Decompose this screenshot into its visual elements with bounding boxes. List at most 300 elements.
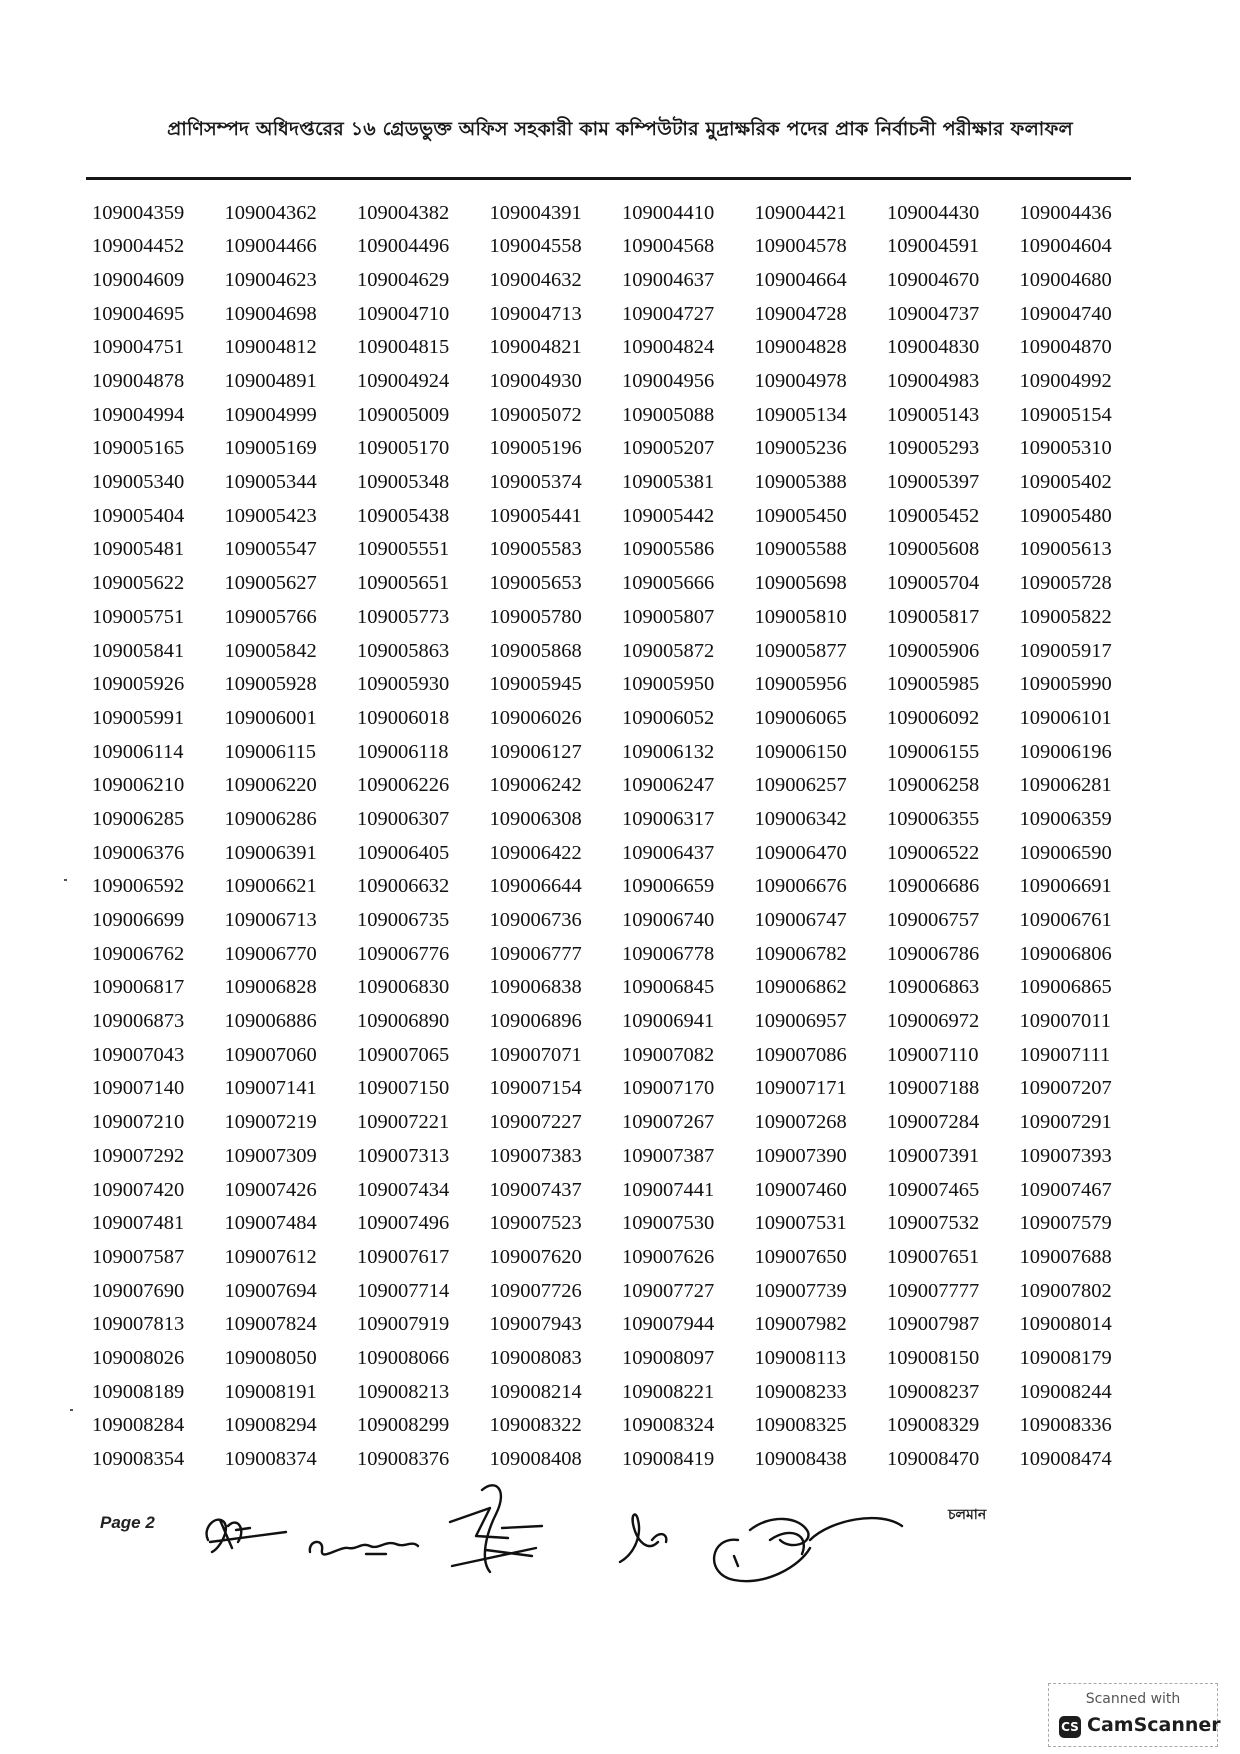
table-row: [92, 398, 1152, 432]
roll-number-cell: 109004391: [489, 201, 582, 224]
roll-number-cell: 109005154: [1019, 403, 1112, 426]
roll-number-cell: 109006659: [622, 875, 715, 898]
roll-number-cell: 109008470: [887, 1448, 980, 1471]
roll-number-cell: 109004710: [357, 302, 450, 325]
roll-number-cell: 109005863: [357, 639, 450, 662]
roll-number-cell: 109006308: [489, 807, 582, 830]
page-title: প্রাণিসম্পদ অধিদপ্তরের ১৬ গ্রেডভুক্ত অফিস সহকারী কাম কম্পিউটার মুদ্রাক্ষরিক পদের প্রাক নির্বাচনী পরীক্ষার ফলাফল: [167, 118, 1073, 140]
roll-number-cell: 109006114: [92, 740, 184, 763]
roll-number-cell: 109006522: [887, 841, 980, 864]
roll-number-cell: 109008150: [887, 1346, 980, 1369]
table-row: [92, 701, 1152, 735]
roll-number-cell: 109004994: [92, 403, 185, 426]
roll-number-cell: 109005310: [1019, 437, 1112, 460]
roll-number-cell: 109008083: [489, 1346, 582, 1369]
roll-number-cell: 109005348: [357, 471, 450, 494]
roll-number-cell: 109006896: [489, 1010, 582, 1033]
roll-number-cell: 109008408: [489, 1448, 582, 1471]
roll-number-cell: 109004496: [357, 235, 450, 258]
roll-number-cell: 109006757: [887, 909, 980, 932]
roll-number-cell: 109007694: [224, 1279, 317, 1302]
roll-number-cell: 109005917: [1019, 639, 1112, 662]
roll-number-cell: 109004727: [622, 302, 715, 325]
roll-number-cell: 109006132: [622, 740, 715, 763]
roll-number-cell: 109005751: [92, 605, 185, 628]
roll-number-cell: 109006830: [357, 976, 450, 999]
roll-number-cell: 109007530: [622, 1212, 715, 1235]
roll-number-cell: 109005930: [357, 673, 450, 696]
roll-number-cell: 109004695: [92, 302, 185, 325]
table-row: [92, 1139, 1152, 1173]
roll-number-cell: 109007170: [622, 1077, 715, 1100]
roll-number-cell: 109007824: [224, 1313, 317, 1336]
roll-number-cell: 109005143: [887, 403, 980, 426]
table-row: [92, 1240, 1152, 1274]
roll-number-cell: 109005872: [622, 639, 715, 662]
roll-number-cell: 109005766: [224, 605, 317, 628]
table-row: [92, 1375, 1152, 1409]
roll-number-cell: 109005822: [1019, 605, 1112, 628]
roll-number-cell: 109007171: [754, 1077, 847, 1100]
roll-number-cell: 109008050: [224, 1346, 317, 1369]
table-row: [92, 466, 1152, 500]
roll-number-cell: 109007141: [224, 1077, 317, 1100]
roll-number-cell: 109005293: [887, 437, 980, 460]
table-row: [92, 331, 1152, 365]
roll-number-cell: 109008097: [622, 1346, 715, 1369]
roll-number-cell: 109006740: [622, 909, 715, 932]
roll-number-cell: 109006470: [754, 841, 847, 864]
roll-number-cell: 109006886: [224, 1010, 317, 1033]
roll-number-cell: 109006286: [224, 807, 317, 830]
roll-number-cell: 109005442: [622, 504, 715, 527]
table-row: [92, 903, 1152, 937]
scan-speck: [64, 879, 67, 881]
roll-number-cell: 109006242: [489, 774, 582, 797]
roll-number-cell: 109007651: [887, 1245, 980, 1268]
table-row: [92, 499, 1152, 533]
roll-number-cell: 109007523: [489, 1212, 582, 1235]
roll-number-cell: 109004737: [887, 302, 980, 325]
roll-number-cell: 109005423: [224, 504, 317, 527]
roll-number-cell: 109007777: [887, 1279, 980, 1302]
roll-number-cell: 109006342: [754, 807, 847, 830]
roll-number-cell: 109006359: [1019, 807, 1112, 830]
roll-number-cell: 109007207: [1019, 1077, 1112, 1100]
roll-number-cell: 109004637: [622, 268, 715, 291]
roll-number-cell: 109007919: [357, 1313, 450, 1336]
roll-number-cell: 109006890: [357, 1010, 450, 1033]
roll-number-cell: 109005950: [622, 673, 715, 696]
roll-number-cell: 109007587: [92, 1245, 185, 1268]
roll-number-cell: 109008014: [1019, 1313, 1112, 1336]
roll-number-cell: 109004992: [1019, 370, 1112, 393]
roll-number-cell: 109006281: [1019, 774, 1112, 797]
roll-number-cell: 109007943: [489, 1313, 582, 1336]
roll-number-cell: 109007267: [622, 1111, 715, 1134]
roll-number-cell: 109007291: [1019, 1111, 1112, 1134]
roll-number-cell: 109006258: [887, 774, 980, 797]
watermark-scanned-with: Scanned with: [1085, 1691, 1181, 1707]
roll-number-cell: 109006018: [357, 706, 450, 729]
roll-number-cell: 109007690: [92, 1279, 185, 1302]
roll-number-cell: 109006196: [1019, 740, 1112, 763]
roll-number-cell: 109008438: [754, 1448, 847, 1471]
roll-number-cell: 109006026: [489, 706, 582, 729]
roll-number-cell: 109006713: [224, 909, 317, 932]
roll-number-cell: 109007065: [357, 1043, 450, 1066]
table-row: [92, 432, 1152, 466]
roll-number-cell: 109007484: [224, 1212, 317, 1235]
roll-number-cell: 109007426: [224, 1178, 317, 1201]
roll-number-cell: 109007626: [622, 1245, 715, 1268]
roll-number-cell: 109006001: [224, 706, 317, 729]
table-row: [92, 769, 1152, 803]
roll-number-cell: 109007383: [489, 1144, 582, 1167]
roll-number-cell: 109007060: [224, 1043, 317, 1066]
table-row: [92, 802, 1152, 836]
roll-number-cell: 109006592: [92, 875, 185, 898]
roll-number-cell: 109004664: [754, 268, 847, 291]
roll-number-cell: 109005773: [357, 605, 450, 628]
roll-number-cell: 109007467: [1019, 1178, 1112, 1201]
roll-number-cell: 109005651: [357, 572, 450, 595]
table-row: [92, 533, 1152, 567]
roll-number-cell: 109006770: [224, 942, 317, 965]
roll-number-cell: 109008189: [92, 1380, 185, 1403]
handwritten-signatures-icon: [190, 1470, 1020, 1595]
roll-number-cell: 109005622: [92, 572, 185, 595]
roll-number-cell: 109005991: [92, 706, 185, 729]
roll-number-cell: 109006621: [224, 875, 317, 898]
roll-number-cell: 109006405: [357, 841, 450, 864]
roll-number-cell: 109006065: [754, 706, 847, 729]
roll-number-cell: 109005169: [224, 437, 317, 460]
roll-number-cell: 109005404: [92, 504, 185, 527]
roll-number-cell: 109004430: [887, 201, 980, 224]
roll-number-cell: 109004410: [622, 201, 715, 224]
roll-number-cell: 109004870: [1019, 336, 1112, 359]
roll-number-cell: 109004558: [489, 235, 582, 258]
roll-number-cell: 109005441: [489, 504, 582, 527]
roll-number-cell: 109006285: [92, 807, 185, 830]
roll-number-cell: 109005780: [489, 605, 582, 628]
roll-number-cell: 109006052: [622, 706, 715, 729]
roll-number-cell: 109007292: [92, 1144, 185, 1167]
roll-number-cell: 109007420: [92, 1178, 185, 1201]
roll-number-cell: 109008419: [622, 1448, 715, 1471]
roll-number-cell: 109006422: [489, 841, 582, 864]
scan-speck: [70, 1409, 73, 1411]
roll-number-cell: 109004751: [92, 336, 185, 359]
roll-number-cell: 109006101: [1019, 706, 1112, 729]
roll-number-cell: 109006691: [1019, 875, 1112, 898]
table-row: [92, 1005, 1152, 1039]
roll-number-cell: 109006150: [754, 740, 847, 763]
roll-number-cell: 109007150: [357, 1077, 450, 1100]
roll-number-cell: 109007188: [887, 1077, 980, 1100]
roll-number-cell: 109006828: [224, 976, 317, 999]
roll-number-cell: 109005438: [357, 504, 450, 527]
roll-number-cell: 109006941: [622, 1010, 715, 1033]
table-row: [92, 263, 1152, 297]
roll-number-cell: 109007496: [357, 1212, 450, 1235]
roll-number-cell: 109007944: [622, 1313, 715, 1336]
roll-number-cell: 109004698: [224, 302, 317, 325]
roll-number-cell: 109006247: [622, 774, 715, 797]
roll-number-cell: 109006761: [1019, 909, 1112, 932]
roll-number-cell: 109008026: [92, 1346, 185, 1369]
roll-number-cell: 109007617: [357, 1245, 450, 1268]
roll-number-cell: 109007620: [489, 1245, 582, 1268]
roll-number-cell: 109005906: [887, 639, 980, 662]
roll-number-cell: 109006632: [357, 875, 450, 898]
roll-number-cell: 109006686: [887, 875, 980, 898]
roll-number-cell: 109005547: [224, 538, 317, 561]
roll-number-cell: 109008113: [754, 1346, 846, 1369]
roll-number-cell: 109007043: [92, 1043, 185, 1066]
roll-number-cell: 109005608: [887, 538, 980, 561]
roll-number-cell: 109007227: [489, 1111, 582, 1134]
roll-number-cell: 109007465: [887, 1178, 980, 1201]
roll-number-cell: 109006838: [489, 976, 582, 999]
table-row: [92, 1106, 1152, 1140]
roll-number-cell: 109006676: [754, 875, 847, 898]
roll-number-cell: 109004623: [224, 268, 317, 291]
roll-number-cell: 109007111: [1019, 1043, 1111, 1066]
roll-number-cell: 109004978: [754, 370, 847, 393]
roll-number-cell: 109007532: [887, 1212, 980, 1235]
roll-number-cell: 109005807: [622, 605, 715, 628]
roll-number-cell: 109007221: [357, 1111, 450, 1134]
roll-number-cell: 109004604: [1019, 235, 1112, 258]
roll-number-cell: 109006972: [887, 1010, 980, 1033]
roll-number-cell: 109004713: [489, 302, 582, 325]
roll-number-cell: 109007219: [224, 1111, 317, 1134]
roll-number-cell: 109005170: [357, 437, 450, 460]
roll-number-cell: 109006220: [224, 774, 317, 797]
roll-number-cell: 109005072: [489, 403, 582, 426]
roll-number-cell: 109007011: [1019, 1010, 1111, 1033]
roll-number-cell: 109007071: [489, 1043, 582, 1066]
roll-number-cell: 109004821: [489, 336, 582, 359]
roll-number-cell: 109007739: [754, 1279, 847, 1302]
roll-number-cell: 109004824: [622, 336, 715, 359]
roll-number-cell: 109005134: [754, 403, 847, 426]
roll-number-cell: 109008284: [92, 1414, 185, 1437]
header-divider: [86, 177, 1131, 180]
roll-number-cell: 109005196: [489, 437, 582, 460]
table-row: [92, 1072, 1152, 1106]
roll-number-cell: 109007982: [754, 1313, 847, 1336]
roll-number-cell: 109004670: [887, 268, 980, 291]
roll-number-cell: 109004578: [754, 235, 847, 258]
roll-number-cell: 109004828: [754, 336, 847, 359]
roll-number-cell: 109006115: [224, 740, 316, 763]
roll-number-cell: 109006865: [1019, 976, 1112, 999]
roll-number-cell: 109005877: [754, 639, 847, 662]
roll-number-cell: 109007390: [754, 1144, 847, 1167]
roll-number-cell: 109007531: [754, 1212, 847, 1235]
roll-number-cell: 109007437: [489, 1178, 582, 1201]
roll-number-cell: 109007140: [92, 1077, 185, 1100]
roll-number-cell: 109005374: [489, 471, 582, 494]
roll-number-cell: 109006777: [489, 942, 582, 965]
roll-number-cell: 109007726: [489, 1279, 582, 1302]
roll-number-cell: 109005450: [754, 504, 847, 527]
roll-number-cell: 109006735: [357, 909, 450, 932]
roll-number-cell: 109007688: [1019, 1245, 1112, 1268]
roll-number-cell: 109005613: [1019, 538, 1112, 561]
roll-number-cell: 109005728: [1019, 572, 1112, 595]
roll-number-cell: 109008244: [1019, 1380, 1112, 1403]
roll-number-cell: 109004632: [489, 268, 582, 291]
roll-number-cell: 109005381: [622, 471, 715, 494]
roll-number-cell: 109006699: [92, 909, 185, 932]
roll-number-cell: 109005583: [489, 538, 582, 561]
roll-number-cell: 109005480: [1019, 504, 1112, 527]
table-row: [92, 567, 1152, 601]
roll-number-cell: 109006817: [92, 976, 185, 999]
roll-number-cell: 109005344: [224, 471, 317, 494]
roll-number-cell: 109004999: [224, 403, 317, 426]
roll-number-cell: 109005945: [489, 673, 582, 696]
roll-number-cell: 109005817: [887, 605, 980, 628]
roll-number-cell: 109007727: [622, 1279, 715, 1302]
roll-number-cell: 109006210: [92, 774, 185, 797]
roll-number-cell: 109005397: [887, 471, 980, 494]
roll-number-cell: 109006845: [622, 976, 715, 999]
roll-number-cell: 109004930: [489, 370, 582, 393]
roll-number-cell: 109008354: [92, 1448, 185, 1471]
roll-number-cell: 109006155: [887, 740, 980, 763]
table-row: [92, 1308, 1152, 1342]
roll-number-table: [92, 196, 1152, 1476]
roll-number-cell: 109005402: [1019, 471, 1112, 494]
roll-number-cell: 109005666: [622, 572, 715, 595]
roll-number-cell: 109007086: [754, 1043, 847, 1066]
table-row: [92, 1409, 1152, 1443]
roll-number-cell: 109008237: [887, 1380, 980, 1403]
roll-number-cell: 109006317: [622, 807, 715, 830]
roll-number-cell: 109007309: [224, 1144, 317, 1167]
table-row: [92, 1038, 1152, 1072]
roll-number-cell: 109005588: [754, 538, 847, 561]
roll-number-cell: 109008325: [754, 1414, 847, 1437]
roll-number-cell: 109006118: [357, 740, 449, 763]
roll-number-cell: 109005810: [754, 605, 847, 628]
roll-number-cell: 109007460: [754, 1178, 847, 1201]
roll-number-cell: 109006786: [887, 942, 980, 965]
roll-number-cell: 109008213: [357, 1380, 450, 1403]
roll-number-cell: 109005985: [887, 673, 980, 696]
page-number: Page 2: [100, 1513, 155, 1532]
roll-number-cell: 109004812: [224, 336, 317, 359]
roll-number-cell: 109004740: [1019, 302, 1112, 325]
roll-number-cell: 109007579: [1019, 1212, 1112, 1235]
roll-number-cell: 109004878: [92, 370, 185, 393]
roll-number-cell: 109005009: [357, 403, 450, 426]
roll-number-cell: 109008322: [489, 1414, 582, 1437]
table-row: [92, 634, 1152, 668]
camscanner-watermark: [1048, 1683, 1221, 1747]
roll-number-cell: 109008179: [1019, 1346, 1112, 1369]
roll-number-cell: 109005207: [622, 437, 715, 460]
roll-number-cell: 109006762: [92, 942, 185, 965]
roll-number-cell: 109005653: [489, 572, 582, 595]
roll-number-cell: 109007210: [92, 1111, 185, 1134]
roll-number-cell: 109007387: [622, 1144, 715, 1167]
table-row: [92, 836, 1152, 870]
roll-number-cell: 109004591: [887, 235, 980, 258]
roll-number-cell: 109006644: [489, 875, 582, 898]
roll-number-cell: 109006778: [622, 942, 715, 965]
roll-number-cell: 109006862: [754, 976, 847, 999]
roll-number-cell: 109005956: [754, 673, 847, 696]
roll-number-cell: 109004609: [92, 268, 185, 291]
roll-number-cell: 109004983: [887, 370, 980, 393]
roll-number-cell: 109006127: [489, 740, 582, 763]
table-row: [92, 1173, 1152, 1207]
roll-number-cell: 109004891: [224, 370, 317, 393]
roll-number-cell: 109008214: [489, 1380, 582, 1403]
roll-number-cell: 109005586: [622, 538, 715, 561]
roll-number-cell: 109005627: [224, 572, 317, 595]
roll-number-cell: 109005551: [357, 538, 450, 561]
roll-number-cell: 109008233: [754, 1380, 847, 1403]
roll-number-cell: 109007802: [1019, 1279, 1112, 1302]
roll-number-cell: 109006957: [754, 1010, 847, 1033]
roll-number-cell: 109004956: [622, 370, 715, 393]
table-row: [92, 735, 1152, 769]
roll-number-cell: 109005340: [92, 471, 185, 494]
table-row: [92, 1207, 1152, 1241]
roll-number-cell: 109005165: [92, 437, 185, 460]
roll-number-cell: 109008294: [224, 1414, 317, 1437]
roll-number-cell: 109005088: [622, 403, 715, 426]
roll-number-cell: 109007393: [1019, 1144, 1112, 1167]
roll-number-cell: 109004830: [887, 336, 980, 359]
roll-number-cell: 109004466: [224, 235, 317, 258]
roll-number-cell: 109004421: [754, 201, 847, 224]
table-row: [92, 971, 1152, 1005]
roll-number-cell: 109004680: [1019, 268, 1112, 291]
table-row: [92, 937, 1152, 971]
roll-number-cell: 109004452: [92, 235, 185, 258]
table-row: [92, 196, 1152, 230]
table-row: [92, 1341, 1152, 1375]
roll-number-cell: 109007284: [887, 1111, 980, 1134]
table-row: [92, 870, 1152, 904]
roll-number-cell: 109007987: [887, 1313, 980, 1336]
roll-number-cell: 109005481: [92, 538, 185, 561]
roll-number-cell: 109008329: [887, 1414, 980, 1437]
roll-number-cell: 109007441: [622, 1178, 715, 1201]
roll-number-cell: 109006590: [1019, 841, 1112, 864]
table-row: [92, 364, 1152, 398]
roll-number-cell: 109008474: [1019, 1448, 1112, 1471]
roll-number-cell: 109005236: [754, 437, 847, 460]
roll-number-cell: 109007612: [224, 1245, 317, 1268]
roll-number-cell: 109007434: [357, 1178, 450, 1201]
roll-number-cell: 109008374: [224, 1448, 317, 1471]
roll-number-cell: 109006806: [1019, 942, 1112, 965]
roll-number-cell: 109006782: [754, 942, 847, 965]
roll-number-cell: 109007082: [622, 1043, 715, 1066]
roll-number-cell: 109005704: [887, 572, 980, 595]
roll-number-cell: 109008336: [1019, 1414, 1112, 1437]
roll-number-cell: 109008324: [622, 1414, 715, 1437]
